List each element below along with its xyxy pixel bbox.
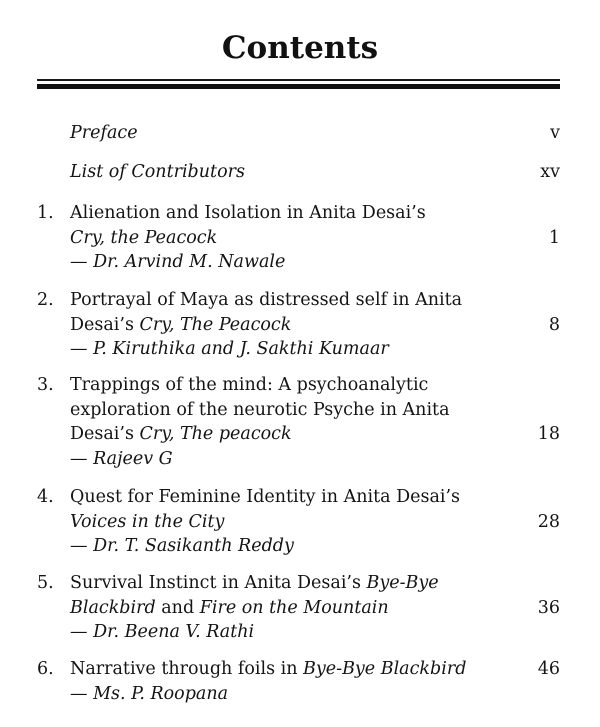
entry-title <box>70 201 500 275</box>
italic-text: Cry, The Peacock <box>139 314 292 335</box>
italic-text: Bye-Bye <box>366 573 439 593</box>
entry-author: — Dr. T. Sasikanth Reddy <box>70 536 294 556</box>
entry-page: 36 <box>537 597 560 618</box>
entry-title <box>70 657 500 706</box>
italic-text: Bye-Bye Blackbird <box>303 659 467 679</box>
entry-author: — P. Kiruthika and J. Sakthi Kumaar <box>70 339 389 359</box>
text: Desai’s <box>70 424 140 444</box>
entry-page: 46 <box>537 659 560 679</box>
text: exploration of the neurotic Psyche in Anita <box>70 399 450 420</box>
text: Survival Instinct in Anita Desai’s <box>70 573 367 593</box>
title-line <box>70 398 500 423</box>
title-line <box>70 571 500 596</box>
text: Desai’s <box>70 314 140 335</box>
italic-text: Blackbird <box>70 597 156 618</box>
title-rule-thick <box>37 84 560 89</box>
italic-text: Fire on the Mountain <box>199 597 389 618</box>
entry-title <box>70 485 500 559</box>
entry-title: List of Contributors <box>70 162 245 182</box>
italic-text: Cry, The peacock <box>139 424 292 444</box>
entry-author: — Dr. Arvind M. Nawale <box>70 252 286 272</box>
title-line <box>70 201 500 226</box>
entry-author: — Ms. P. Roopana <box>70 683 229 704</box>
entry-page: v <box>550 123 560 143</box>
chapter-number: 1. <box>37 203 54 223</box>
page-title: Contents <box>221 30 379 66</box>
entry-page: 1 <box>548 227 560 248</box>
text: Quest for Feminine Identity in Anita Desai’s <box>70 487 461 507</box>
title-line <box>70 373 500 398</box>
title-line <box>70 288 500 313</box>
title-line <box>70 596 500 621</box>
text: Trappings of the mind: A psychoanalytic <box>70 375 429 395</box>
chapter-number: 2. <box>37 290 54 310</box>
entry-page: 8 <box>548 314 560 335</box>
entry-page: 18 <box>537 424 560 444</box>
title-rule-thin <box>37 79 560 81</box>
text: and <box>155 597 200 618</box>
entry-page: 28 <box>537 511 560 532</box>
entry-title <box>70 571 500 645</box>
entry-author: — Dr. Beena V. Rathi <box>70 622 255 642</box>
entry-page: xv <box>540 162 560 182</box>
title-line <box>70 657 500 682</box>
chapter-number: 3. <box>37 375 54 395</box>
entry-title <box>70 373 500 471</box>
title-line <box>70 313 500 338</box>
chapter-number: 5. <box>37 573 54 593</box>
title-line <box>70 422 500 447</box>
title-line <box>70 485 500 510</box>
italic-text: Cry, the Peacock <box>70 227 218 248</box>
chapter-number: 4. <box>37 487 54 507</box>
entry-author: — Rajeev G <box>70 448 173 469</box>
title-line <box>70 510 500 535</box>
text: Portrayal of Maya as distressed self in Anita <box>70 290 463 310</box>
entry-title <box>70 288 500 362</box>
italic-text: Voices in the City <box>70 511 225 532</box>
text: Narrative through foils in <box>70 659 304 679</box>
text: Alienation and Isolation in Anita Desai’s <box>70 203 426 223</box>
chapter-number: 6. <box>37 659 54 679</box>
title-line <box>70 226 500 251</box>
entry-title: Preface <box>70 123 138 143</box>
